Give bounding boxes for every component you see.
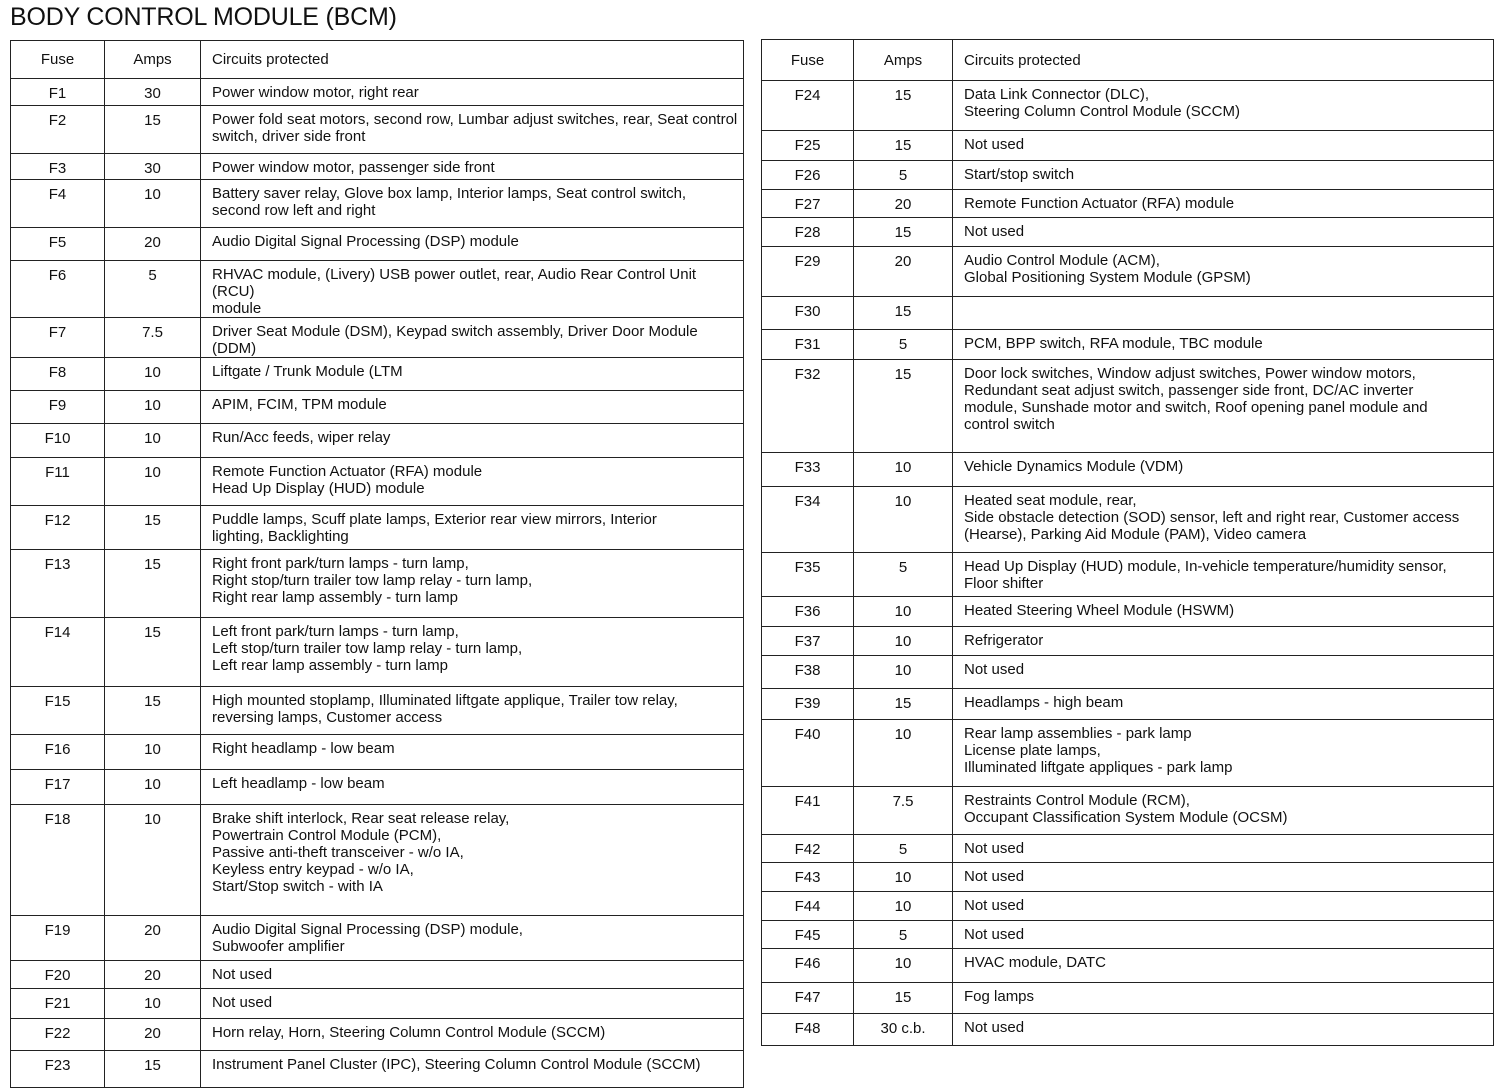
fuse-cell: F39 <box>762 689 854 719</box>
fuse-cell: F31 <box>762 329 854 359</box>
table-row <box>762 297 1494 329</box>
table-row <box>11 391 744 424</box>
table-row <box>11 106 744 154</box>
table-row <box>762 597 1494 626</box>
circuits-cell: Left headlamp - low beam <box>201 770 744 805</box>
table-row <box>762 218 1494 246</box>
circuits-cell: Battery saver relay, Glove box lamp, Interior lamps, Seat control switch, second row left and right <box>201 180 744 228</box>
table-row <box>11 79 744 106</box>
amps-cell: 30 c.b. <box>854 1014 953 1046</box>
circuits-cell: Audio Digital Signal Processing (DSP) module <box>201 228 744 261</box>
circuits-cell: Headlamps - high beam <box>953 689 1494 719</box>
table-header-row <box>762 40 1494 81</box>
circuits-cell: Not used <box>953 655 1494 688</box>
amps-cell: 15 <box>105 687 201 735</box>
fuse-cell: F21 <box>11 989 105 1019</box>
amps-cell: 15 <box>854 983 953 1014</box>
fuse-cell: F41 <box>762 787 854 834</box>
amps-cell: 15 <box>105 550 201 618</box>
circuits-cell: Brake shift interlock, Rear seat release relay, Powertrain Control Module (PCM), Passive anti-theft transceiver - w/o IA, Keyless entry keypad - w/o IA, Start/Stop switch - with IA <box>201 805 744 916</box>
circuits-cell: Not used <box>953 1014 1494 1046</box>
amps-cell: 30 <box>105 154 201 180</box>
table-row <box>762 81 1494 131</box>
amps-cell: 15 <box>105 1051 201 1088</box>
fuse-cell: F36 <box>762 597 854 626</box>
amps-cell: 15 <box>854 297 953 329</box>
amps-cell: 15 <box>854 81 953 131</box>
fuse-cell: F13 <box>11 550 105 618</box>
circuits-cell: Head Up Display (HUD) module, In-vehicle temperature/humidity sensor, Floor shifter <box>953 552 1494 596</box>
circuits-cell: Heated seat module, rear, Side obstacle detection (SOD) sensor, left and right rear, Customer access (Hearse), Parking Aid Module (PAM), Video camera <box>953 487 1494 553</box>
table-row <box>762 787 1494 834</box>
fuse-cell: F34 <box>762 487 854 553</box>
circuits-cell: Horn relay, Horn, Steering Column Control Module (SCCM) <box>201 1019 744 1051</box>
fuse-cell: F7 <box>11 318 105 358</box>
fuse-cell: F35 <box>762 552 854 596</box>
fuse-cell: F10 <box>11 424 105 458</box>
amps-cell: 10 <box>105 358 201 391</box>
amps-cell: 10 <box>105 770 201 805</box>
table-row <box>11 228 744 261</box>
page-title: BODY CONTROL MODULE (BCM) <box>10 3 397 31</box>
fuse-cell: F28 <box>762 218 854 246</box>
amps-cell: 10 <box>105 458 201 506</box>
circuits-cell: Right front park/turn lamps - turn lamp, Right stop/turn trailer tow lamp relay - turn lamp, Right rear lamp assembly - turn lamp <box>201 550 744 618</box>
circuits-cell: Not used <box>953 862 1494 891</box>
circuits-cell: Rear lamp assemblies - park lamp License plate lamps, Illuminated liftgate appliques - park lamp <box>953 719 1494 787</box>
fuse-cell: F12 <box>11 506 105 550</box>
circuits-cell: HVAC module, DATC <box>953 948 1494 982</box>
amps-cell: 5 <box>105 261 201 318</box>
amps-cell: 10 <box>854 892 953 920</box>
amps-cell: 10 <box>854 719 953 787</box>
fuse-cell: F42 <box>762 834 854 862</box>
fuse-cell: F38 <box>762 655 854 688</box>
circuits-cell: Restraints Control Module (RCM), Occupant Classification System Module (OCSM) <box>953 787 1494 834</box>
amps-cell: 20 <box>854 246 953 297</box>
fuse-cell: F23 <box>11 1051 105 1088</box>
amps-cell: 20 <box>854 190 953 218</box>
table-row <box>762 160 1494 189</box>
circuits-cell: High mounted stoplamp, Illuminated liftgate applique, Trailer tow relay, reversing lamps, Customer access <box>201 687 744 735</box>
amps-cell: 15 <box>854 359 953 452</box>
table-row <box>762 892 1494 920</box>
circuits-cell: Power fold seat motors, second row, Lumbar adjust switches, rear, Seat control switch, driver side front <box>201 106 744 154</box>
fuse-cell: F17 <box>11 770 105 805</box>
circuits-cell: Door lock switches, Window adjust switches, Power window motors, Redundant seat adjust switch, passenger side front, DC/AC inverter module, Sunshade motor and switch, Roof opening panel module and control switch <box>953 359 1494 452</box>
fuse-cell: F14 <box>11 618 105 687</box>
amps-cell: 10 <box>105 805 201 916</box>
fuse-cell: F47 <box>762 983 854 1014</box>
amps-cell: 5 <box>854 920 953 948</box>
fuse-cell: F32 <box>762 359 854 452</box>
amps-cell: 15 <box>105 106 201 154</box>
table-row <box>762 190 1494 218</box>
circuits-cell: Remote Function Actuator (RFA) module Head Up Display (HUD) module <box>201 458 744 506</box>
fuse-cell: F18 <box>11 805 105 916</box>
circuits-cell: Not used <box>953 218 1494 246</box>
table-row <box>11 318 744 358</box>
amps-cell: 10 <box>854 487 953 553</box>
table-row <box>11 618 744 687</box>
fuse-cell: F44 <box>762 892 854 920</box>
amps-cell: 15 <box>105 506 201 550</box>
circuits-cell: Heated Steering Wheel Module (HSWM) <box>953 597 1494 626</box>
table-row <box>762 719 1494 787</box>
table-row <box>762 983 1494 1014</box>
amps-cell: 5 <box>854 160 953 189</box>
amps-cell: 10 <box>105 735 201 770</box>
fuse-cell: F15 <box>11 687 105 735</box>
amps-cell: 15 <box>105 618 201 687</box>
fuse-cell: F25 <box>762 130 854 160</box>
circuits-cell: Run/Acc feeds, wiper relay <box>201 424 744 458</box>
fuse-cell: F6 <box>11 261 105 318</box>
amps-cell: 10 <box>854 452 953 486</box>
fuse-cell: F8 <box>11 358 105 391</box>
table-body-left <box>11 79 744 1088</box>
fuse-cell: F46 <box>762 948 854 982</box>
amps-cell: 15 <box>854 218 953 246</box>
amps-cell: 10 <box>105 180 201 228</box>
table-row <box>11 961 744 989</box>
circuits-cell: Driver Seat Module (DSM), Keypad switch assembly, Driver Door Module (DDM) <box>201 318 744 358</box>
fuse-cell: F33 <box>762 452 854 486</box>
table-row <box>11 550 744 618</box>
table-row <box>11 261 744 318</box>
circuits-cell: Remote Function Actuator (RFA) module <box>953 190 1494 218</box>
amps-cell: 15 <box>854 130 953 160</box>
fuse-cell: F43 <box>762 862 854 891</box>
fuse-cell: F45 <box>762 920 854 948</box>
table-row <box>11 358 744 391</box>
circuits-cell: Fog lamps <box>953 983 1494 1014</box>
table-row <box>11 1019 744 1051</box>
fuse-cell: F2 <box>11 106 105 154</box>
fuse-cell: F11 <box>11 458 105 506</box>
circuits-cell: PCM, BPP switch, RFA module, TBC module <box>953 329 1494 359</box>
amps-cell: 10 <box>854 862 953 891</box>
circuits-cell: Power window motor, passenger side front <box>201 154 744 180</box>
fuse-cell: F3 <box>11 154 105 180</box>
amps-cell: 20 <box>105 961 201 989</box>
table-row <box>762 655 1494 688</box>
circuits-cell <box>953 297 1494 329</box>
table-row <box>11 1051 744 1088</box>
header-fuse: Fuse <box>11 41 105 79</box>
table-row <box>762 487 1494 553</box>
amps-cell: 10 <box>854 597 953 626</box>
table-row <box>11 916 744 961</box>
circuits-cell: Not used <box>953 892 1494 920</box>
amps-cell: 20 <box>105 916 201 961</box>
circuits-cell: Data Link Connector (DLC), Steering Column Control Module (SCCM) <box>953 81 1494 131</box>
fuse-cell: F20 <box>11 961 105 989</box>
table-row <box>762 329 1494 359</box>
fuse-cell: F5 <box>11 228 105 261</box>
circuits-cell: Right headlamp - low beam <box>201 735 744 770</box>
table-row <box>11 805 744 916</box>
fuse-cell: F37 <box>762 626 854 655</box>
circuits-cell: Refrigerator <box>953 626 1494 655</box>
fuse-cell: F40 <box>762 719 854 787</box>
amps-cell: 10 <box>854 655 953 688</box>
circuits-cell: Not used <box>201 989 744 1019</box>
amps-cell: 5 <box>854 834 953 862</box>
table-row <box>762 689 1494 719</box>
fuse-cell: F19 <box>11 916 105 961</box>
table-row <box>762 920 1494 948</box>
circuits-cell: Power window motor, right rear <box>201 79 744 106</box>
table-row <box>11 687 744 735</box>
table-row <box>11 458 744 506</box>
table-row <box>11 506 744 550</box>
table-row <box>762 452 1494 486</box>
fuse-table-left <box>10 40 744 1088</box>
table-row <box>762 246 1494 297</box>
amps-cell: 15 <box>854 689 953 719</box>
fuse-cell: F4 <box>11 180 105 228</box>
table-row <box>762 1014 1494 1046</box>
circuits-cell: Audio Control Module (ACM), Global Positioning System Module (GPSM) <box>953 246 1494 297</box>
table-row <box>762 948 1494 982</box>
amps-cell: 5 <box>854 552 953 596</box>
circuits-cell: Not used <box>953 130 1494 160</box>
table-row <box>11 424 744 458</box>
amps-cell: 10 <box>854 626 953 655</box>
amps-cell: 5 <box>854 329 953 359</box>
table-row <box>11 735 744 770</box>
circuits-cell: Start/stop switch <box>953 160 1494 189</box>
circuits-cell: RHVAC module, (Livery) USB power outlet, rear, Audio Rear Control Unit (RCU) module <box>201 261 744 318</box>
circuits-cell: Not used <box>953 920 1494 948</box>
table-row <box>11 989 744 1019</box>
table-row <box>762 834 1494 862</box>
amps-cell: 30 <box>105 79 201 106</box>
table-row <box>762 359 1494 452</box>
amps-cell: 10 <box>105 424 201 458</box>
circuits-cell: Not used <box>201 961 744 989</box>
fuse-cell: F27 <box>762 190 854 218</box>
table-row <box>11 180 744 228</box>
fuse-cell: F24 <box>762 81 854 131</box>
fuse-cell: F1 <box>11 79 105 106</box>
amps-cell: 10 <box>105 391 201 424</box>
amps-cell: 7.5 <box>854 787 953 834</box>
fuse-cell: F29 <box>762 246 854 297</box>
fuse-cell: F22 <box>11 1019 105 1051</box>
fuse-cell: F48 <box>762 1014 854 1046</box>
amps-cell: 10 <box>854 948 953 982</box>
table-row <box>762 626 1494 655</box>
table-row <box>762 552 1494 596</box>
circuits-cell: Liftgate / Trunk Module (LTM <box>201 358 744 391</box>
table-body-right <box>762 81 1494 1046</box>
amps-cell: 20 <box>105 1019 201 1051</box>
table-row <box>11 154 744 180</box>
fuse-cell: F9 <box>11 391 105 424</box>
amps-cell: 7.5 <box>105 318 201 358</box>
header-circuits: Circuits protected <box>201 41 744 79</box>
header-fuse: Fuse <box>762 40 854 81</box>
circuits-cell: Puddle lamps, Scuff plate lamps, Exterior rear view mirrors, Interior lighting, Backlighting <box>201 506 744 550</box>
table-row <box>11 770 744 805</box>
table-row <box>762 130 1494 160</box>
circuits-cell: Vehicle Dynamics Module (VDM) <box>953 452 1494 486</box>
header-circuits: Circuits protected <box>953 40 1494 81</box>
circuits-cell: APIM, FCIM, TPM module <box>201 391 744 424</box>
fuse-cell: F30 <box>762 297 854 329</box>
header-amps: Amps <box>105 41 201 79</box>
table-row <box>762 862 1494 891</box>
amps-cell: 20 <box>105 228 201 261</box>
amps-cell: 10 <box>105 989 201 1019</box>
circuits-cell: Instrument Panel Cluster (IPC), Steering Column Control Module (SCCM) <box>201 1051 744 1088</box>
fuse-cell: F16 <box>11 735 105 770</box>
circuits-cell: Audio Digital Signal Processing (DSP) module, Subwoofer amplifier <box>201 916 744 961</box>
circuits-cell: Left front park/turn lamps - turn lamp, Left stop/turn trailer tow lamp relay - turn lamp, Left rear lamp assembly - turn lamp <box>201 618 744 687</box>
fuse-table-right <box>761 39 1494 1046</box>
header-amps: Amps <box>854 40 953 81</box>
fuse-cell: F26 <box>762 160 854 189</box>
table-header-row <box>11 41 744 79</box>
circuits-cell: Not used <box>953 834 1494 862</box>
